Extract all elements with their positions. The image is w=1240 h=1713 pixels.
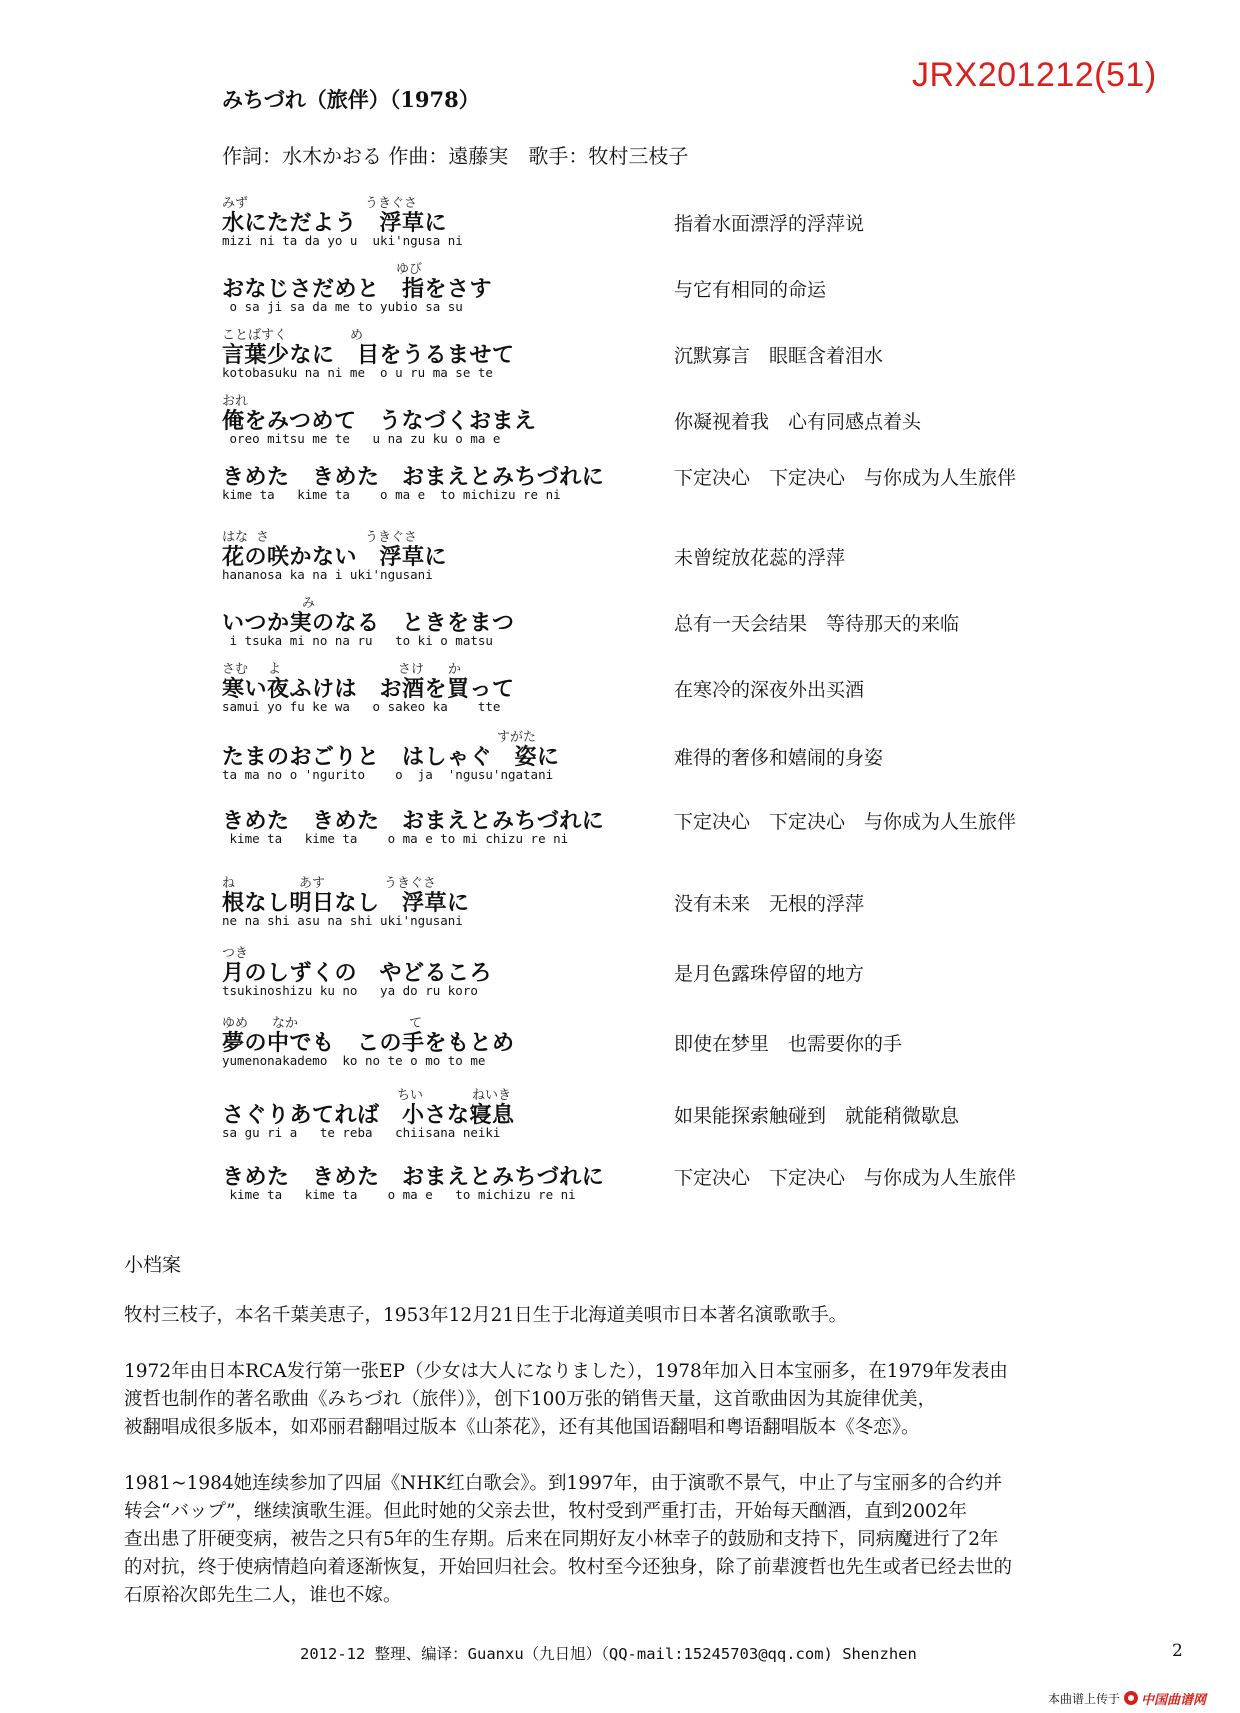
romaji-lyric: oreo mitsu me te u na zu ku o ma e [222, 431, 501, 446]
romaji-lyric: kotobasuku na ni me o u ru ma se te [222, 365, 493, 380]
furigana: さむ [222, 662, 249, 677]
site-brand: 中国曲谱网 [1141, 1692, 1207, 1708]
song-title: みちづれ（旅伴）（1978） [222, 87, 480, 112]
japanese-lyric: 寒い夜ふけは お酒を買って [222, 677, 515, 702]
paragraph-line: 被翻唱成很多版本，如邓丽君翻唱过版本《山茶花》，还有其他国语翻唱和粤语翻唱版本《冬恋》。 [124, 1417, 920, 1438]
lyric-line [222, 790, 1222, 854]
japanese-lyric: さぐりあてれば 小さな寝息 [222, 1103, 515, 1128]
lyric-line [222, 324, 1222, 388]
romaji-lyric: yumenonakademo ko no te o mo to me [222, 1053, 486, 1068]
chinese-translation: 下定决心 下定决心 与你成为人生旅伴 [674, 467, 1017, 489]
romaji-lyric: kime ta kime ta o ma e to michizu re ni [222, 487, 561, 502]
furigana: め [350, 328, 364, 343]
furigana: つき [222, 946, 249, 961]
chinese-translation: 难得的奢侈和嬉闹的身姿 [674, 747, 884, 769]
chinese-translation: 即使在梦里 也需要你的手 [674, 1033, 903, 1055]
japanese-lyric: 月のしずくの やどるころ [222, 961, 493, 986]
furigana: おれ [222, 394, 249, 409]
profile-paragraph [124, 1470, 1134, 1610]
paragraph-line: 查出患了肝硬变病，被告之只有5年的生存期。后来在同期好友小林幸子的鼓励和支持下，同病魔进行了2年 [124, 1529, 999, 1550]
romaji-lyric: samui yo fu ke wa o sakeo ka tte [222, 699, 501, 714]
upload-label: 本曲谱上传于 [1048, 1691, 1121, 1706]
japanese-lyric: おなじさだめと 指をさす [222, 277, 493, 302]
romaji-lyric: mizi ni ta da yo u uki'ngusa ni [222, 233, 463, 248]
chinese-translation: 没有未来 无根的浮萍 [674, 893, 865, 915]
furigana: みず [222, 196, 249, 211]
japanese-lyric: きめた きめた おまえとみちづれに [222, 465, 605, 490]
lyric-line [222, 526, 1222, 590]
furigana: あす [299, 876, 326, 891]
profile-paragraph [124, 1302, 1134, 1330]
lyric-line [222, 1012, 1222, 1076]
lyric-line [222, 1146, 1222, 1210]
chinese-translation: 未曾绽放花蕊的浮萍 [674, 547, 846, 569]
furigana: よ [268, 662, 282, 677]
document-code: JRX201212(51) [912, 56, 1157, 94]
lyric-line [222, 1084, 1222, 1148]
lyric-line [222, 258, 1222, 322]
furigana: さ [256, 530, 270, 545]
japanese-lyric: 夢の中でも この手をもとめ [222, 1031, 515, 1056]
paragraph-line: 渡哲也制作的著名歌曲《みちづれ（旅伴）》，创下100万张的销售天量，这首歌曲因为其旋律优美， [124, 1389, 937, 1410]
lyric-line [222, 726, 1222, 790]
paragraph-line: 的对抗，终于使病情趋向着逐渐恢复，开始回归社会。牧村至今还独身，除了前辈渡哲也先生或者已经去世的 [124, 1557, 1013, 1578]
furigana: て [409, 1016, 423, 1031]
lyric-line [222, 192, 1222, 256]
paragraph-line: 转会“バップ”，继续演歌生涯。但此时她的父亲去世，牧村受到严重打击，开始每天酗酒，直到2002年 [124, 1501, 968, 1522]
lyric-line [222, 390, 1222, 454]
chinese-translation: 沉默寡言 眼眶含着泪水 [674, 345, 884, 367]
lyric-line [222, 592, 1222, 656]
upload-watermark [1048, 1688, 1206, 1708]
romaji-lyric: hananosa ka na i uki'ngusani [222, 567, 433, 582]
page-number: 2 [1172, 1641, 1183, 1661]
japanese-lyric: 花の咲かない 浮草に [222, 545, 448, 570]
furigana: ね [222, 876, 236, 891]
romaji-lyric: sa gu ri a te reba chiisana neiki [222, 1125, 501, 1140]
romaji-lyric: ne na shi asu na shi uki'ngusani [222, 913, 463, 928]
romaji-lyric: kime ta kime ta o ma e to mi chizu re ni [222, 831, 569, 846]
profile-title: 小档案 [124, 1254, 182, 1276]
chinese-translation: 下定决心 下定决心 与你成为人生旅伴 [674, 1167, 1017, 1189]
romaji-lyric: ta ma no o 'ngurito o ja 'ngusu'ngatani [222, 767, 554, 782]
lyric-line [222, 872, 1222, 936]
lyric-line [222, 446, 1222, 510]
furigana: なか [272, 1016, 299, 1031]
furigana: うきぐさ [365, 196, 418, 211]
lyric-line [222, 658, 1222, 722]
furigana: か [448, 662, 462, 677]
lyric-line [222, 942, 1222, 1006]
japanese-lyric: きめた きめた おまえとみちづれに [222, 1165, 605, 1190]
japanese-lyric: たまのおごりと はしゃぐ 姿に [222, 745, 560, 770]
chinese-translation: 是月色露珠停留的地方 [674, 963, 865, 985]
paragraph-line: 牧村三枝子，本名千葉美恵子，1953年12月21日生于北海道美唄市日本著名演歌歌手。 [124, 1305, 848, 1326]
furigana: はな [222, 530, 249, 545]
furigana: ことばすく [222, 328, 288, 343]
footer-credit: 2012-12 整理、编译：Guanxu（九日旭）（QQ-mail:15245703@qq.com) Shenzhen [300, 1645, 917, 1663]
chinese-translation: 与它有相同的命运 [674, 279, 827, 301]
chinese-translation: 你凝视着我 心有同感点着头 [674, 411, 922, 433]
furigana: ねいき [472, 1088, 512, 1103]
romaji-lyric: kime ta kime ta o ma e to michizu re ni [222, 1187, 576, 1202]
paragraph-line: 1972年由日本RCA发行第一张EP（少女は大人になりました），1978年加入日本宝丽多，在1979年发表由 [124, 1361, 1008, 1382]
furigana: すがた [497, 730, 537, 745]
romaji-lyric: i tsuka mi no na ru to ki o matsu [222, 633, 493, 648]
furigana: うきぐさ [384, 876, 437, 891]
japanese-lyric: 言葉少なに 目をうるませて [222, 343, 515, 368]
paragraph-line: 1981~1984她连续参加了四届《NHK红白歌会》。到1997年，由于演歌不景气，中止了与宝丽多的合约并 [124, 1473, 1003, 1494]
furigana: み [302, 596, 316, 611]
profile-paragraph [124, 1358, 1134, 1442]
chinese-translation: 下定决心 下定决心 与你成为人生旅伴 [674, 811, 1017, 833]
paragraph-line: 石原裕次郎先生二人，谁也不嫁。 [124, 1585, 402, 1606]
romaji-lyric: tsukinoshizu ku no ya do ru koro [222, 983, 478, 998]
japanese-lyric: 根なし明日なし 浮草に [222, 891, 470, 916]
furigana: ゆめ [222, 1016, 249, 1031]
site-logo-icon [1124, 1691, 1138, 1705]
chinese-translation: 总有一天会结果 等待那天的来临 [674, 613, 960, 635]
japanese-lyric: 俺をみつめて うなづくおまえ [222, 409, 537, 434]
japanese-lyric: きめた きめた おまえとみちづれに [222, 809, 605, 834]
japanese-lyric: いつか実のなる ときをまつ [222, 611, 515, 636]
furigana: うきぐさ [365, 530, 418, 545]
chinese-translation: 在寒冷的深夜外出买酒 [674, 679, 865, 701]
furigana: さけ [398, 662, 425, 677]
chinese-translation: 如果能探索触碰到 就能稍微歇息 [674, 1105, 960, 1127]
romaji-lyric: o sa ji sa da me to yubio sa su [222, 299, 463, 314]
chinese-translation: 指着水面漂浮的浮萍说 [674, 213, 865, 235]
song-credits: 作詞：水木かおる 作曲：遠藤実 歌手：牧村三枝子 [222, 144, 689, 168]
japanese-lyric: 水にただよう 浮草に [222, 211, 448, 236]
furigana: ゆび [396, 262, 423, 277]
furigana: ちい [397, 1088, 424, 1103]
